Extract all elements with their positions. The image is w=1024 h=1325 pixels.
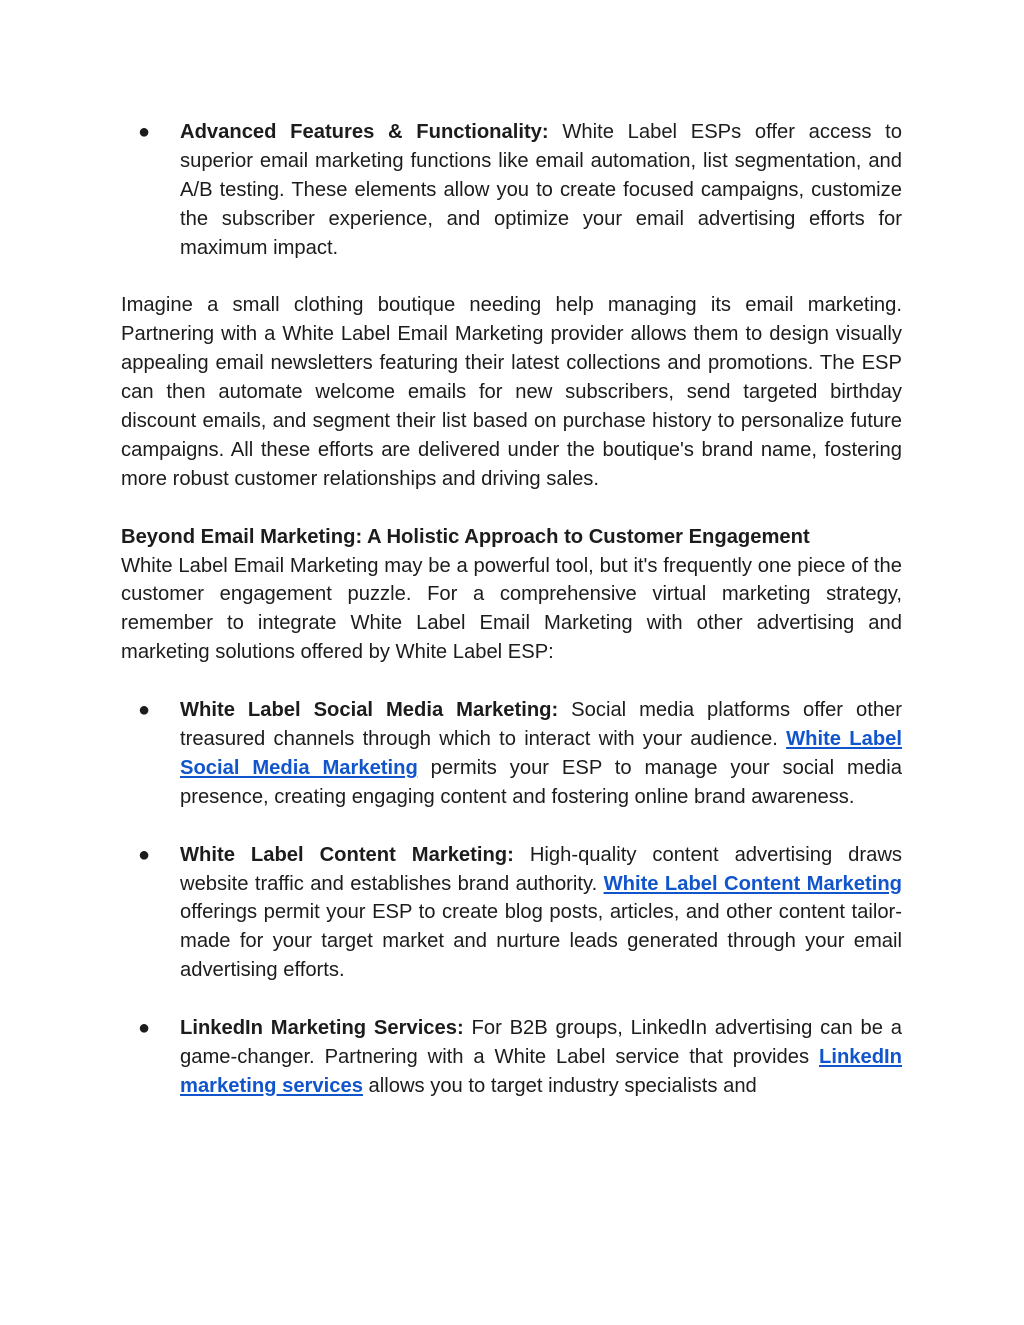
section-heading: Beyond Email Marketing: A Holistic Approach to Customer Engagement bbox=[121, 525, 810, 548]
bullet-social-media-marketing bbox=[121, 696, 902, 812]
bullet-title: LinkedIn Marketing Services: bbox=[180, 1017, 464, 1040]
section-text: White Label Email Marketing may be a powerful tool, but it's frequently one piece of the customer engagement puzzle. For a comprehensive virtual marketing strategy, remember to integrate White Label Email Marketing with other advertising and marketing solutions offered by White Label ESP: bbox=[121, 554, 902, 664]
spacer bbox=[121, 494, 902, 523]
bullet-dot-icon: ● bbox=[138, 1017, 151, 1040]
bullet-text: permits your ESP to manage your social media presence, creating engaging content and fostering online brand awareness. bbox=[180, 756, 902, 808]
content-marketing-link[interactable]: White Label Content Marketing bbox=[603, 872, 902, 895]
feature-bullet-list bbox=[121, 118, 902, 263]
bullet-title: White Label Social Media Marketing: bbox=[180, 699, 559, 722]
bullet-title: Advanced Features & Functionality: bbox=[180, 121, 549, 143]
section-beyond-email bbox=[121, 523, 902, 668]
bullet-text: allows you to target industry specialists and bbox=[362, 1074, 757, 1097]
social-media-marketing-link[interactable]: White Label Social Media Marketing bbox=[180, 727, 903, 779]
bullet-advanced-features bbox=[121, 118, 902, 263]
bullet-dot-icon: ● bbox=[138, 843, 151, 866]
linkedin-marketing-services-link[interactable]: LinkedIn marketing services bbox=[180, 1045, 902, 1097]
spacer bbox=[121, 667, 902, 696]
spacer bbox=[121, 263, 902, 292]
bullet-linkedin-marketing bbox=[121, 1014, 902, 1101]
bullet-text: Social media platforms offer other treasured channels through which to interact with your audience. bbox=[180, 699, 902, 750]
document-body bbox=[121, 118, 902, 1101]
services-bullet-list bbox=[121, 696, 902, 1101]
bullet-text: offerings permit your ESP to create blog posts, articles, and other content tailor-made for your target market and nurture leads generated through your email advertising efforts. bbox=[180, 901, 902, 982]
boutique-example-paragraph: Imagine a small clothing boutique needing help managing its email marketing. Partnering with a White Label Email Marketing provider allows them to design visually appealing email newsletters featuring their latest collections and promotions. The ESP can then automate welcome emails for new subscribers, send targeted birthday discount emails, and segment their list based on purchase history to personalize future campaigns. All these efforts are delivered under the boutique's brand name, fostering more robust customer relationships and driving sales. bbox=[121, 294, 902, 490]
bullet-text: High-quality content advertising draws website traffic and establishes brand authority. bbox=[180, 843, 903, 895]
bullet-content-marketing bbox=[121, 841, 902, 986]
bullet-title: White Label Content Marketing: bbox=[180, 843, 514, 866]
bullet-text: For B2B groups, LinkedIn advertising can be a game-changer. Partnering with a White Label service that provides bbox=[180, 1017, 902, 1068]
bullet-dot-icon: ● bbox=[138, 699, 151, 722]
bullet-dot-icon: ● bbox=[138, 121, 151, 143]
bullet-text: White Label ESPs offer access to superior email marketing functions like email automation, list segmentation, and A/B testing. These elements allow you to create focused campaigns, customize the subscriber experience, and optimize your email advertising efforts for maximum impact. bbox=[180, 121, 902, 259]
spacer bbox=[121, 985, 902, 1014]
spacer bbox=[121, 812, 902, 841]
